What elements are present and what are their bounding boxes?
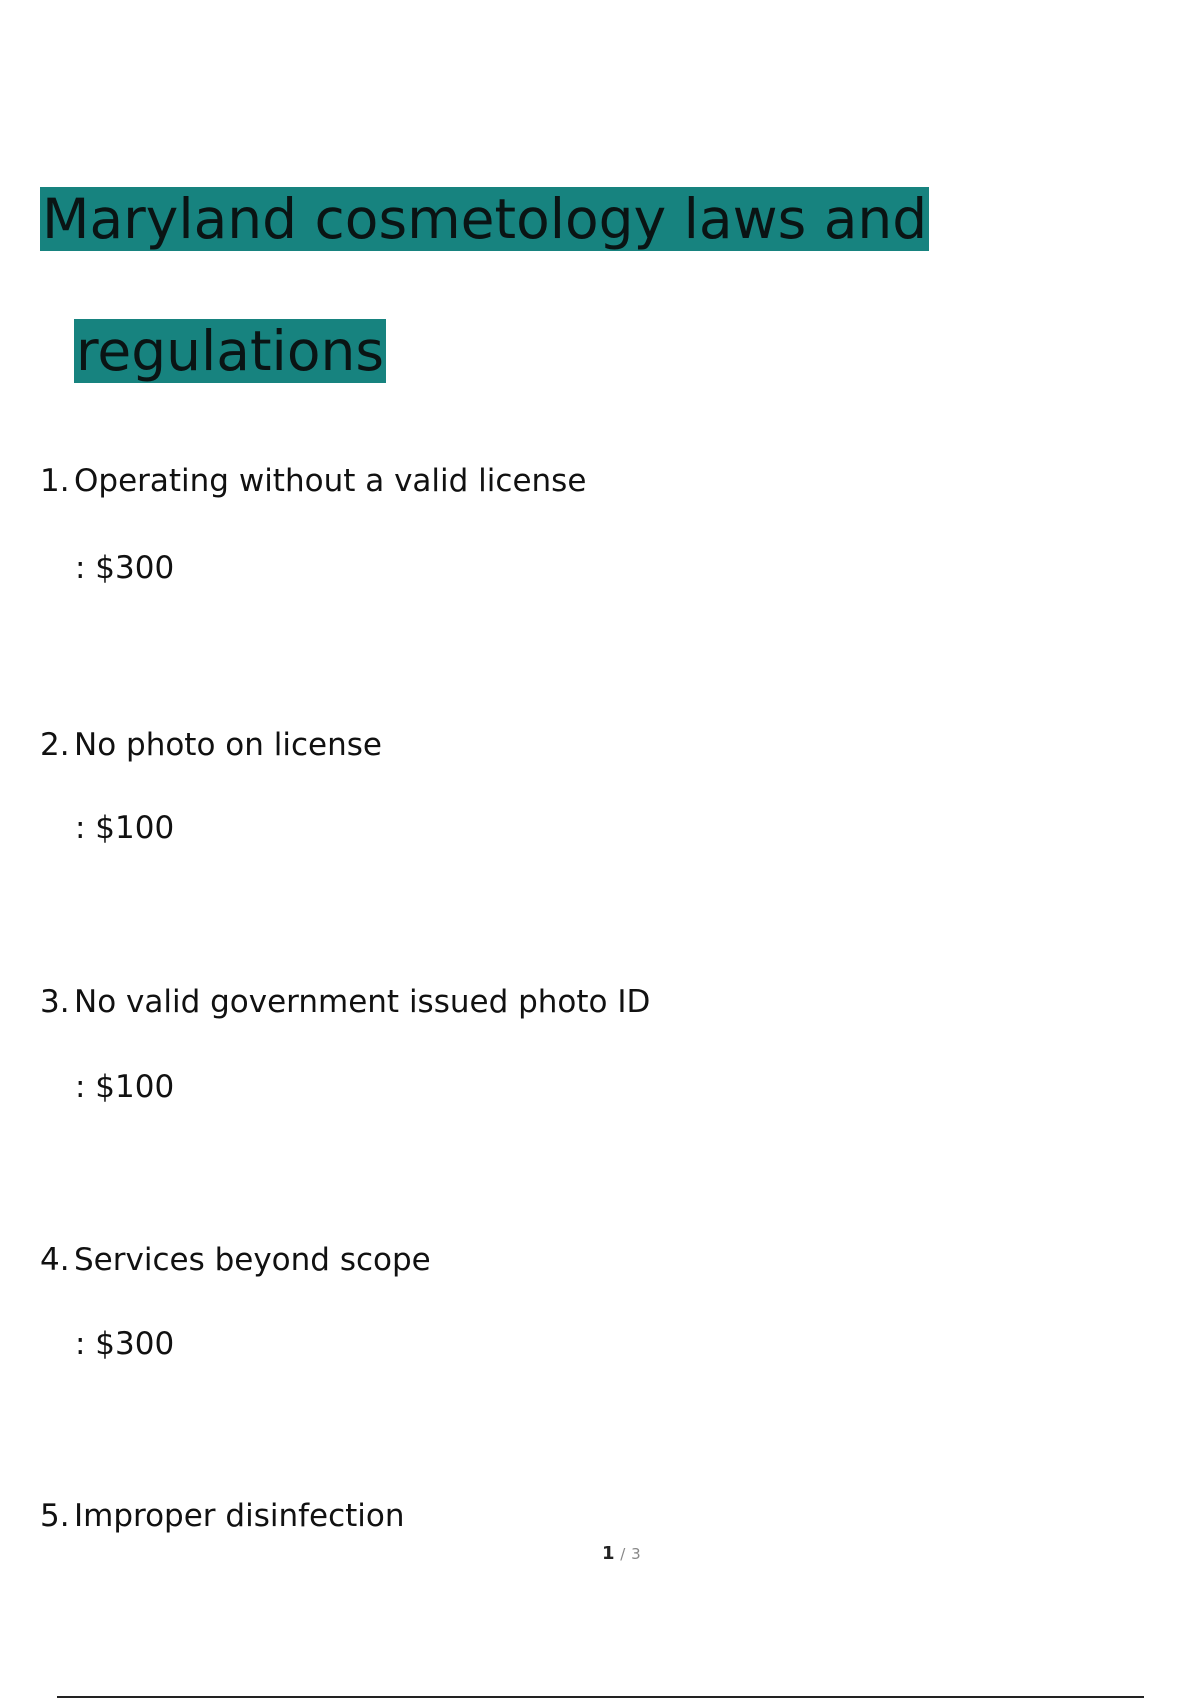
list-item-answer: : $100: [75, 1069, 175, 1105]
page-divider: [57, 1696, 1144, 1698]
total-pages: 3: [631, 1545, 641, 1563]
item-question-text: No photo on license: [74, 727, 382, 763]
title-highlight: Maryland cosmetology laws and: [42, 187, 928, 251]
page-indicator: [602, 1543, 641, 1564]
list-item-question: [40, 1497, 405, 1535]
item-question-text: No valid government issued photo ID: [74, 984, 651, 1020]
item-number: 5.: [40, 1498, 70, 1534]
title-highlight: regulations: [76, 319, 385, 383]
list-item-question: [40, 462, 586, 500]
item-question-text: Improper disinfection: [74, 1498, 405, 1534]
item-question-text: Services beyond scope: [74, 1242, 431, 1278]
list-item-question: [40, 983, 650, 1021]
list-item-question: [40, 1241, 431, 1279]
document-title-line-2: [74, 318, 386, 384]
list-item-question: [40, 726, 382, 764]
current-page: 1: [602, 1543, 615, 1564]
item-number: 2.: [40, 727, 70, 763]
document-title-line-1: [40, 186, 929, 252]
item-number: 1.: [40, 463, 70, 499]
item-question-text: Operating without a valid license: [74, 463, 587, 499]
list-item-answer: : $100: [75, 810, 175, 846]
page-separator: /: [620, 1545, 626, 1563]
list-item-answer: : $300: [75, 1326, 175, 1362]
item-number: 3.: [40, 984, 70, 1020]
list-item-answer: : $300: [75, 550, 175, 586]
item-number: 4.: [40, 1242, 70, 1278]
